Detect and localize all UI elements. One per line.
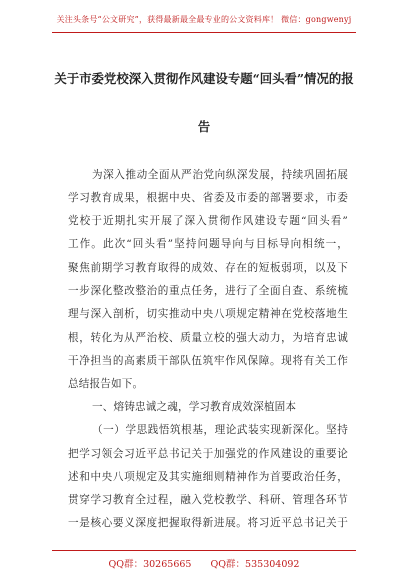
body-line: 聚焦前期学习教育取得的成效、存在的短板弱项，以及下 (68, 262, 348, 274)
body-line: 根，转化为从严治校、质量立校的强大动力，为培育忠诚 (68, 332, 348, 344)
section-heading: 一、熔铸忠诚之魂，学习教育成效深植固本 (92, 401, 297, 413)
body-line: 把学习领会习近平总书记关于加强党的作风建设的重要论 (68, 448, 348, 460)
body-line: 学习教育成果，根据中央、省委及市委的部署要求，市委 (68, 192, 348, 204)
body-line: 为深入推动全面从严治党向纵深发展，持续巩固拓展 (92, 169, 348, 181)
title-line-2: 告 (197, 119, 211, 134)
body-line: 贯穿学习教育全过程，融入党校教学、科研、管理各环节 (68, 494, 348, 506)
body-line: （一）学思践悟筑根基，理论武装实现新深化。坚持 (92, 424, 348, 436)
promo-banner: 关注头条号“公文研究”，获得最新最全最专业的公文资料库！ 微信：gongwenyj (56, 15, 352, 24)
body-line: 干净担当的高素质干部队伍筑牢作风保障。现将有关工作 (68, 355, 348, 367)
footer-contact (0, 556, 408, 570)
header-divider (52, 32, 356, 33)
body-line: 一是核心要义深度把握取得新进展。将习近平总书记关于 (68, 517, 348, 529)
footer-divider (52, 550, 356, 551)
title-line-1: 关于市委党校深入贯彻作风建设专题“回头看”情况的报 (54, 71, 354, 86)
body-line: 述和中央八项规定及其实施细则精神作为首要政治任务， (68, 471, 348, 483)
qq-group-2: QQ群：535304092 (210, 559, 300, 570)
body-line: 工作。此次“回头看”坚持问题导向与目标导向相统一， (68, 238, 348, 250)
qq-group-1: QQ群：30265665 (108, 559, 192, 570)
body-line: 总结报告如下。 (68, 378, 144, 390)
body-line: 党校于近期扎实开展了深入贯彻作风建设专题“回头看” (68, 215, 348, 227)
body-line: 理与深入剖析，切实推动中央八项规定精神在党校落地生 (68, 308, 348, 320)
body-line: 一步深化整改整治的重点任务，进行了全面自查、系统梳 (68, 285, 348, 297)
